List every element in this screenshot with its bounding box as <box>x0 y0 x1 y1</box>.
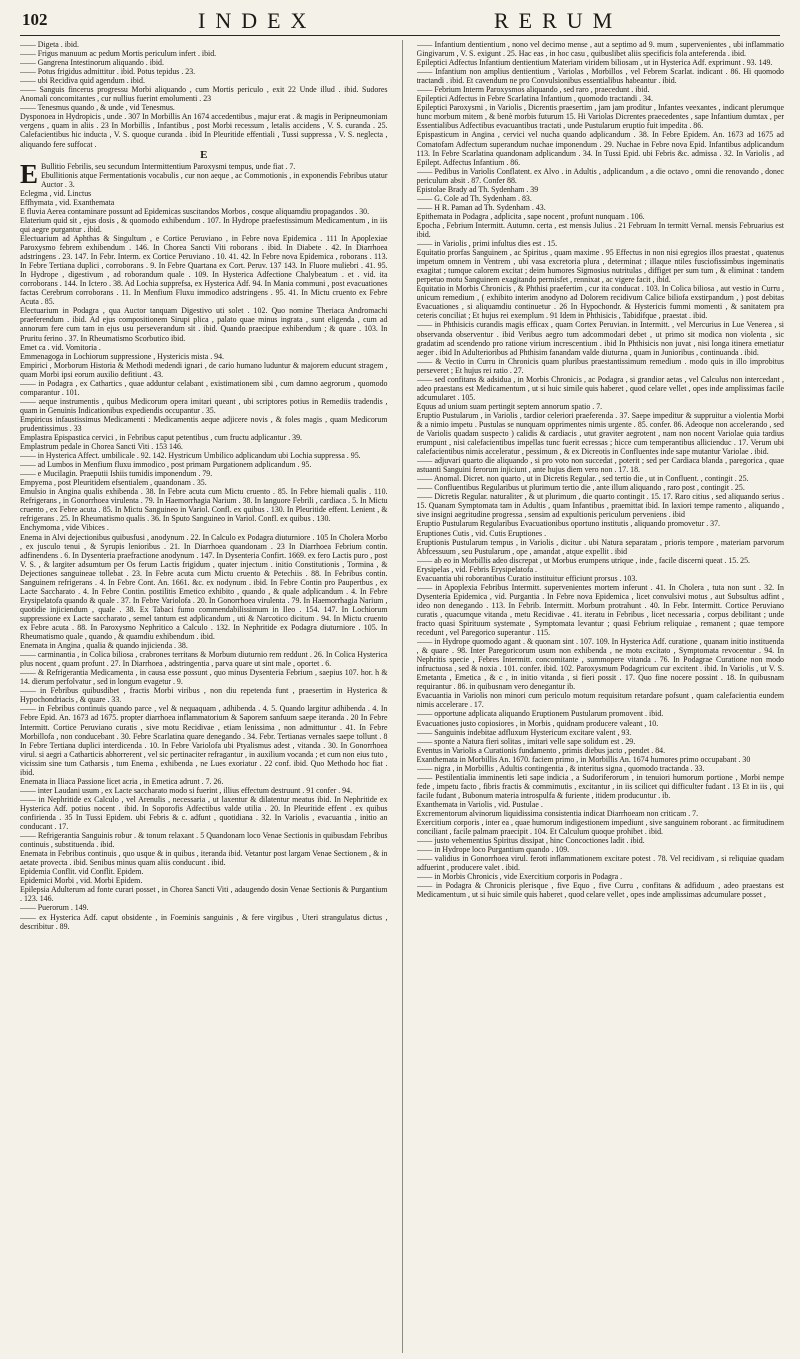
index-entry: —— inter Laudani usum , ex Lacte saccharato modo si fuerint , illius effectum destruunt . 91 confer . 94. <box>20 785 353 795</box>
index-entry: —— Confluentibus Regularibus ut plurimum tertio die , ante illum aliquando , raro post , contingit . 25. <box>416 483 745 493</box>
index-entry: —— in Phthisicis curandis magis efficax , quam Cortex Peruvian. in Intermitt. , vel Mercurius in Lue Venerea , si observanda observentur . ibid Veribus aegro tum adcommodari debet , ut primo sit modica non violenta , sic gradatim ad scendendo pro ratione virium increscentium . ibid In Phthisicis non juvat , nisi longa itinera emetiatur aeger . ibid In Adulterioribus ad Phthisim fanandam valde diuturna , quam in Junioribus , continuanda . ibid. <box>416 320 784 357</box>
page-header <box>20 8 780 34</box>
index-entry: Enemata in Febribus continuis , quo usque & in quibus , iteranda ibid. Vetantur post largam Venae Sectionem , & in aetate provecta . ibid. Senibus minus quam aliis conducunt . ibid. <box>20 849 388 868</box>
index-entry: Epileptici Adfectus Infantium dentientium Materiam viridem biliosam , ut in Hysterica Adf. exprimunt . 93. 149. <box>416 58 773 68</box>
index-entry: Electuarium in Podagra , qua Auctor tanquam Digestivo uti solet . 102. Quo nomine Theriaca Andromachi praeferendum . ibid. Ad ejus compositionem Sirupi plica , palato quae minus ingrata , sunt eligenda , cum ad annorum fere cum tam in ejus usu perseverandum sit . ibid. Quando praecipue exhibendum ; & quare . 103. In Pruritu ferino . 37. In Rheumatismo Scorbutico ibid. <box>20 306 388 343</box>
index-entry: Eventus in Variolis a Curationis fundamento , primis diebus jacto , pendet . 84. <box>416 745 666 755</box>
index-entry: Ebullitionis atque Fermentationis vocabulis , cur non aeque , ac Commotionis , in exponendis Febribus utatur Auctor . 3. <box>41 170 388 189</box>
index-entry: —— in Febribus quibusdibet , fractis Morbi viribus , non diu repetenda funt , praesertim in Hysterica & Hypochondriacis , & quare . 33. <box>20 686 388 705</box>
index-entry: Enemata in Angina , qualia & quando injicienda . 38. <box>20 641 188 651</box>
index-entry: —— in Hysterica Affect. umbilicale . 92. 142. Hystricum Umbilico adplicandum ubi Lochia suppressa . 95. <box>20 451 361 461</box>
index-entry: —— Anomal. Dicret. non quarto , ut in Dicretis Regular. , sed tertio die , ut in Confluent. , contingit . 25. <box>416 474 749 484</box>
index-entry: Emet ca . vid. Vomitoria . <box>20 342 101 352</box>
index-entry: —— sponte a Natura fieri solitas , imitari velle sape solidum est . 29. <box>416 736 636 746</box>
index-entry: Equus ad unium suam pertingit septem annorum spatio . 7. <box>416 401 603 411</box>
index-entry: Eclegma , vid. Linctus <box>20 188 92 198</box>
index-entry: Effhymata , vid. Exanthemata <box>20 197 115 207</box>
index-entry: —— ab eo in Morbillis adeo discrepat , ut Morbus erumpens utrique , inde , facile discerni queat . 15. 25. <box>416 555 751 565</box>
index-entry: —— e Mucilagin. Praeputii Ishiis tumidis imponendum . 79. <box>20 469 213 479</box>
index-entry: Elaterium quid sit , ejus dosis , & quomodo exhibendum . 107. In Hydrope praefestissimum Medicamentum , in iis qui aegre purgantur . ibid. <box>20 215 388 234</box>
index-entry: Epithemata in Podagra , adplicita , sape nocent , profunt nunquam . 106. <box>416 211 645 221</box>
index-entry: —— in Hydrope loco Purgantium quando . 109. <box>416 845 570 855</box>
index-entry: Empyema , post Pleuritidem efsentialem , quandonam . 35. <box>20 478 207 488</box>
index-entry: Eruptiones Cutis , vid. Cutis Eruptiones . <box>416 528 547 538</box>
index-entry: —— in Febribus continuis quando parce , vel & nequaquam , adhibenda . 4. 5. Quando largitur adhibenda . 4. In Febre Epid. An. 1673 ad 1675. propter diarrhoea inflammatorium & Saporem sanfuum saepe iteranda . 20 In Febre Intermitt. Cortice Peruviano curatis , sive motu Recidivae , etiam lenissima , non admittuntur . 41. In Febre Morbillofa , non conducebant . 30. Febre Scarlatina quare denegando . 34. Febr. Tertianas vernales saepe tollunt . 8 In Febre Tertiana duplici interdicenda . 10. In Febre Variolofa ubi Ptyalismus adest , vitanda . 30. In Gonorrhoea virul. si aegri a Catharticis abhorrerent , vel sic pertinaciter refragantur , in auxilium vocanda ; et cum non eius tuto , vicissim sine tum Catharsis , tum Enema , exhibenda , ne Lues exoriatur . 22 conf. ibid. Quo Methodo hoc fiat . ibid. <box>20 704 388 777</box>
index-entry: Exanthemata in Morbillis An. 1670. faciem primo , in Morbillis An. 1674 humores primo occupabant . 30 <box>416 754 751 764</box>
index-entry: —— in Podagra & Chronicis plerisque , five Equo , five Curru , confitans & adfiduum , adeo praestans est Medicamentum , ut si huic simile quis haberet , quod celare vellet , opes inde amplissimas adcumulare posset , <box>416 881 784 900</box>
index-entry: E fluvia Aerea contaminare possunt ad Epidemicas suscitandos Morbos , cosque aliquamdiu propagandos . 30. <box>20 206 370 216</box>
index-entry: —— adjuvari quarto die aliquando , si pro voto non succedat , poterit ; sed per Cardiaca blanda , paregorica , quae astuanti Sanguini ferorum injiciunt , ante hujus diem vero non . 17. 18. <box>416 456 784 475</box>
index-entry: Equitatio in Morbis Chronicis , & Phthisi praefertim , cur ita conducat . 103. In Colica biliosa , aut vestio in Curru , unicum remedium , ( exhibito interim anodyno ad Dolorem recidivum Calice biliofa exstirpandum , ) post debitas Evacuationes , si aliquamdiu continuetur . 26 In Hypochondr. & Hystericis fummi momenti , & sanitatem pra ceteris conciliat ; Et hujus rei exemplum . 91 Idem in Phthisicis , Tabidifque , praestat . ibid. <box>416 284 784 321</box>
index-entry: Evacuantia ubi roborantibus Curatio instituitur efficiunt prorsus . 103. <box>416 573 638 583</box>
running-title-right: RERUM <box>494 8 623 33</box>
index-entry: Empiricus infaustissimus Medicamenti : Medicamentis aeque adjicere novis , & foles magis , quam Medicorum prudentissimus . 33 <box>20 414 388 433</box>
index-entry: Epistolae Brady ad Th. Sydenham . 39 <box>416 184 539 194</box>
index-entry: Exanthemata in Variolis , vid. Pustulae . <box>416 799 543 809</box>
index-entry: —— ex Hysterica Adf. caput obsidente , in Foeminis sanguinis , & fere virgibus , Uteri strangulatus dictus , describitur . 89. <box>20 912 388 931</box>
index-entry: —— & Vectio in Curru in Chronicis quam pluribus praestantissimum remedium . modo quis in illo improbitus perseveret ; Et hujus rei ratio . 27. <box>416 356 784 375</box>
index-entry: —— opportune adplicata aliquando Eruptionem Pustularum promovent . ibid. <box>416 709 664 719</box>
index-entry: —— Frigus manuum ac pedum Mortis periculum infert . ibid. <box>20 49 217 59</box>
index-entry: —— in Apoplexia Febribus Intermitt. supervenientes mortem inferunt . 41. In Cholera , tuta non sunt . 32. In Dysenteria Epidemica , vid. Purgantia . In Febre nova Epidemica , licet convulsivi motus , aut Subsultus adfint , ideo non denegando . 113. In Febrib. Intermitt. Morbum protrahunt . 40. In Febr. Intermitt. Cortice Peruviano curatis , quacumque vitanda , metu Recidivae . 41. iteratu in Febribus , licet necessaria , corpus debilitant ; unde fracto quasi Spirituum systemate , Symptomata levantur ; quasi Febrium reliquiae , remanent ; quae tempore recedunt , vel Paregorico superantur . 115. <box>416 582 784 638</box>
index-column-right <box>417 40 785 1353</box>
index-entry: —— Sanguis fincerus progressu Morbi aliquando , cum Mortis periculo , exit 22 Unde illud . ibid. Sudores Anomali concomitantes , cur nullius fuerint emolumenti . 23 <box>20 85 388 104</box>
index-entry: —— in Hydrope quomodo agant . & quonam sint . 107. 109. In Hysterica Adf. curatione , quanam initio instituenda , & quare . 98. Inter Paregoricorum usum non exhibenda , ne motu excitato , Symptomata revocentur . 94. In Nephritis specie , Febres Intermitt. concomitante , summopere vitanda . 76. In Podagrae Curatione non modo infructuosa , sed & noxia . 101. confer. ibid. 102. Paroxysmum Podagricum cur excitent . ibid. In Variolis , ut V. S. Emetanta , Emetica , & c , in initio vitanda , si fieri possit . 17. Quo fine nocere possint . 18. In quibusnam requirantur . 86. in quibusnam vero denegantur ib. <box>416 637 784 692</box>
index-entry: —— Dicretis Regular. naturaliter , & ut plurimum , die quarto contingit . 15. 17. Raro citius , sed aliquando serius . 15. Quanam Symptomata tam in Adultis , quam Infantibus , praemittat ibid. In laxiori tempe ramento , aliquando , sive insigni aegritudine progressa , sensim ad expultionis periculum perveniens . ibid <box>416 492 784 520</box>
index-entry: Eruptio Pustularum Regularibus Evacuationibus oportuno institutis , aliquando promovetur . 37. <box>416 519 721 529</box>
column-divider <box>402 40 403 1353</box>
index-entry: —— in Podagra , ex Cathartics , quae adduntur celabant , existimationem sibi , cum damno aegrorum , quomodo comparantur . 101. <box>20 378 388 397</box>
index-entry: —— in Nephritide ex Calculo , vel Arenulis , necessaria , ut laxentur & dilatentur meatus ibid. In Nephritide ex Hysterica Adf. potius nocent . ibid. In Soporofis Adfectibus valde utilia . 20. In Pleuritide effent . ex quibus confirienda . 35 In Tussi Epidem. ubi Febris & c. adfunt , quotidiana . 32. In Variolis , evacuantia , initio an conducant . 17. <box>20 794 388 832</box>
header-rule <box>20 35 780 36</box>
index-entry: Eruptionis Pustularum tempus , in Variolis , dicitur . ubi Natura separatam , prioris tempore , materiam parvorum Abfcessuum , seu Pustularum , ope , amandat , atque expellit . ibid <box>416 537 784 556</box>
index-entry: Emplastra Epispastica cervici , in Febribus caput petentibus , cum fructu adplicantur . 39. <box>20 433 303 443</box>
index-entry: Evacuantia in Variolis non minori cum periculo motum requisitum retardare pofsunt , quam calefacientia eundem nimis accelerare . 17. <box>416 691 784 710</box>
index-entry: —— & Refrigerantia Medicamenta , in causa esse possunt , quo minus Dysenteria Febrium , saepius 107. hor. h & 14. dierum perfolvatur , sed in longum evagetur . 9. <box>20 668 388 687</box>
index-entry: Excrementorum alvinorum liquidissima consistentia indicat Diarrhoeam non criticam . 7. <box>416 808 699 818</box>
index-entry: —— Digeta . ibid. <box>20 40 79 49</box>
index-entry: Epileptici Paroxysmi , in Variolis , Dicrentis praesertim , jam jam proditur , Infantes veexantes , indicant plerumque hunc morbum mitem , & benè morbis futurum 15. Hi Variolas Dicrentes praecedentes , sape Infantium dumtax , per Essentialibus Adfectibus evacuantibus tractati , unde Pustularum eruptio fuit impedita . 86. <box>416 103 784 131</box>
letter-heading: E <box>200 148 208 161</box>
index-entry: Equitatio prorfas Sanguinem , ac Spiritus , quam maxime . 95 Effectus in non nisi egregios illos praestat , quatenus impetum omnem in Ventrem , ubi vasa excretoria plura , determinat ; illaque ntiles fusciofissimbus ingeminatis exagitat ; tumque calorem excitat ; deim humores Sigmosius nutritulas , diffiget per sum tum , & eliminat : tandem perpetuo motu Sanguinem exagitando permisfet , rennixat , ac vigere facit , ibid. <box>416 248 784 285</box>
index-entry: Emmenagoga in Lochiorum suppressione , Hystericis mista . 94. <box>20 351 225 361</box>
drop-cap: E <box>20 158 39 189</box>
index-entry: —— G. Cole ad Th. Sydenham . 83. <box>416 193 532 203</box>
index-entry: —— aeque instrumentis , quibus Medicorum opera imitari queant , ubi scriptores potius in Remediis tradendis , quam in Genuinis Indicationibus expediendis occupantur . 35. <box>20 396 388 415</box>
index-entry: Epilepsia Adulterum ad fonte curari posset , in Chorea Sancti Viti , adaugendo dosin Venae Sectionis & Purgantium . 123. 146. <box>20 885 388 904</box>
index-entry: Epocha , Febrium Intermitt. Autumn. certa , est mensis Julius . 21 Februam In termitt Vernal. mensis Februarius est ibid. <box>416 220 784 239</box>
index-entry: Exercitium corporis , inter ea , quae humorum indigestionem impediunt , sive sanguinem roborant . ac firmitudinem conciliant , facile palmam praecipit . 104. Et Calculum quoque prohibet . ibid. <box>416 818 784 837</box>
index-entry: —— justo vehementius Spiritus dissipat , hinc Concoctiones ladit . ibid. <box>416 836 645 846</box>
index-entry: —— carminantia , in Colica biliosa , crabrones territans & Morbum diuturnio rem reddunt . 26. In Colica Hysterica plus nocent , quam profunt . 27. In Diarrhoea , adstringentia , parva quare ut sint male , oportet . 6. <box>20 650 388 669</box>
index-entry: —— Infantium non amplius dentientium , Variolas , Morbillos , vel Febrem Scarlat. indicant . 86. Hi quomodo tractandi . ibid. Et cavendum ne pro Convulsionibus essentialibus habeantur . ibid. <box>416 67 784 86</box>
index-entry: Epileptici Adfectus in Febre Scarlatina Infantium , quomodo tractandi . 34. <box>416 94 653 104</box>
index-entry: —— Sanguinis indebitae adfluxum Hystericum excitare valent , 93. <box>416 727 632 737</box>
index-entry: Epidemia Conflit. vid Conflit. Epidem. <box>20 867 144 877</box>
index-entry: —— ad Lumbos in Menfium fluxu immodico , post primam Purgationem adplicandum . 95. <box>20 460 312 470</box>
index-entry: —— Puerorum . 149. <box>20 903 89 913</box>
index-entry: —— ubi Recidiva quid agendum . ibid. <box>20 76 145 86</box>
index-entry: —— in Morbis Chronicis , vide Exercitium corporis in Podagra . <box>416 872 623 882</box>
index-entry: Dysponoea in Hydropicis , unde . 307 In Morbillis An 1674 accedentibus , majur erat . & magis in Peripneumoniam vergens , quam in aliis . 23 In Morbillis , Infantibus , post Morbi recessum , letalis accidens , V. S. curanda . 25. Calefacientibus hic inducta , V. S. quoque curanda . ibid In Pleuritide effentiali , Tussi suppressa , V. S. neglecta , aliquando fere suffocat . <box>20 112 388 149</box>
index-entry: —— Pestilentialia imminentis leti sape indicia , a Sudoriferorum , in tenuiori humorum portione , Morbi nempe fede , impetu facto , fibris fractis & commimutis , excitantur , in iis scilicet qui difficulter fudant . 13 Et in iis , qui facile fudant , Bubonum materia introspulfa & furiente , itidem producuntur . ib. <box>416 772 784 800</box>
index-entry: Eruptio Pustularum , in Variolis , tardior celeriori praeferenda . 37. Saepe impeditur & suppruitur a violentia Morbi & a nimio impetu . Pustulas se nunquam opprimentes nimis urgente . 85. confer. 86. Adeoque non accelerando , sed de Variolis quadam suspecto ) calidis & cardiacis , utut graviter aegrotent , nam non nocent Variolae quia tardius erumpunt , nisi calefacientibus impellas tunc fuerit ecressas ; hicce cum temperantibus allicienduc . 17. Verum ubi calefacientibus nimis acceleratur , pessimum , & ex Dicreotis in Confluentes inde sape mutantur Variolae . ibid. <box>416 410 784 457</box>
index-entry: Enema in Alvi dejectionibus quibusfusi , anodynum . 22. In Calculo ex Podagra diuturniore . 105 In Cholera Morbo , ex jusculo tenui , & Syrupis lenioribus . 21. In Diarrhoea quandonam . 23 In Diarrhoea Febrium contin. adfinendens . 6. In Dysenteria praefractione anodynum . 147. In Dysenteria Confirt. 1669. ex fero Lactis puro , post V. S. , & largiter adsumtum per Os ferum Lactis frigidum , quater injectum . initio Constitutionis , Tormina , & Dejectiones sanguineae tollebat . 23. In Febre acuta cum Mictu cruento & Petechiis . 88. In Febribus contin. Sanguinem refrigerans . 4. In Febre Cont. An. 1661. &c. ex nodynum . ibid. In Febre Contin pro Paupertbus , ex Lacte Saccharato . 4. In Febre Contin. postilitis Emetico exhibito , quando , & quale adplicandum . 4. In Febre Erysipelatofa quando & quale . 37. In Febre Variolofa . 20. In Gonorrhoea virulenta . 79. In Haemorrhagia Narium , quotidie injiciendum , quale . 38. Ex Tabaci fumo commendabilissimum in Ileo . 154. 147. In Lochiorum suppressione ex Lacte saccharato , semel tantum est adplicandum , uti & Narcotico dicitum . 94. In Mictu cruento ex Febre acuta . 88. In Paroxysmo Nephritico a Calculo . 132. In Nephritide ex Podagra diuturniore . 105. In Rheumatismo quale , quando , & quamdiu exhibendum . ibid. <box>20 532 388 642</box>
index-entry: —— Refrigerantia Sanguinis robur . & tonum relaxant . 5 Quandonam loco Venae Sectionis in quibusdam Febribus continuis , substituenda . ibid. <box>20 831 388 850</box>
index-entry: —— nigra , in Morbillis , Adultis contingentia , & interitus signa , quomodo tractanda . 33. <box>416 763 705 773</box>
index-columns <box>20 40 784 1353</box>
page-number: 102 <box>22 10 48 29</box>
index-entry: —— Pedibus in Variolis Conflatent. ex Alvo . in Adultis , adplicandum , a die octavo , omni die renovando , donec periculum absit . 87. Confer 88. <box>416 166 784 185</box>
index-entry: —— Infantium dentientium , nono vel decimo mense , aut a septimo ad 9. mum , supervenientes , ubi inflammatio Gingivarum , V. S. exigunt . 25. Hac eas , in hoc casu , quibuslibet aliis specificis fola anteferenda . ibid. <box>416 40 784 59</box>
index-entry: Epidemici Morbi , vid. Morbi Epidem. <box>20 876 143 886</box>
index-entry: Enchymoma , vide Vibices . <box>20 523 109 533</box>
entry-text: Bullitio Febrilis, seu secundum Intermittentium Paroxysmi tempus, unde fiat . 7. <box>41 161 296 171</box>
index-entry: —— Febrium Interm Paroxysmos aliquando , sed raro , praecedunt . ibid. <box>416 85 650 95</box>
index-entry: —— in Variolis , primi infultus dies est . 15. <box>416 239 558 249</box>
index-entry: Emplastrum pedale in Chorea Sancti Viti . 153 146. <box>20 442 183 452</box>
index-entry: Epispasticum in Angina , cervici vel nucha quando adplicandum . 38. In Febre Epidem. An. 1673 ad 1675 ad Comatofam Adfectum superandum nuchae imponendum . 29. Nuchae in Febre nova Epid. Infantibus adplicandum 113. In Febre Scarlatina quandonam adplicandum . 34. In Tussi Epid. ubi Febris &c. admissa . 32. In Variolis , ad Epilept. Adfectus Infantium . 86. <box>416 130 784 167</box>
index-entry: —— Potus frigidus admittitur . ibid. Potus tepidus . 23. <box>20 67 196 77</box>
index-entry: —— Tenesmus quando , & unde , vid Tenesmus. <box>20 103 175 113</box>
index-entry: —— validius in Gonorrhoea virul. feroti inflammationem excitare potest . 78. Vel recidivam , si reliquiae quadam adfuerint , producere valet . ibid. <box>416 854 784 873</box>
index-column-left <box>20 40 388 1353</box>
index-entry: Enemata in Iliaca Passione licet acria , in Emetica adrunt . 7. 26. <box>20 776 224 786</box>
index-entry: —— Gangrena Intestinorum aliquando . ibid. <box>20 58 164 68</box>
index-entry: —— sed confitans & adsidua , in Morbis Chronicis , ac Podagra , si grandior aetas , vel Calculus non intercedant , adeo praestans est Medicamentum , ut si huic simile quis haberet , quod celare vellet , opes inde amplissimas facile adcumularet . 105. <box>416 374 784 402</box>
index-entry: —— H R. Paman ad Th. Sydenham . 43. <box>416 202 546 212</box>
index-entry: Evacuationes justo copiosiores , in Morbis , quidnam producere valeant , 10. <box>416 718 659 728</box>
running-title-left: INDEX <box>198 8 317 33</box>
index-entry: Emulsio in Angina qualis exhibenda . 38. In Febre acuta cum Mictu cruento . 85. In Febre hiemali qualis . 110. Refrigerans , in Gonorrhoea virulenta . 79. In Haemorrhagia Narium . 38. In languore Febrili , cardiaca . 5. In Mictu cruento , ex Febre acuta . 85. In Mictu Sanguineo in Variol. Confl. ex quibus . 130. In Pleuritide effent. Lenient , & refrigerans . 25. In Rheumatismo qualis . 36. In Sputo Sanguineo in Variol. Confl. ex quibus . 130. <box>20 487 388 524</box>
index-entry: Empirici , Morborum Historia & Methodi medendi ignari , de cario humano luduntur & majorem educunt stragem , quam Morbi ipsi eorum auxilio defitiunt . 43. <box>20 360 388 379</box>
index-entry: Electuarium ad Aphthas & Singultum , e Cortice Peruviano , in Febre nova Epidemica . 111 In Apoplexiae Paroxysmo febrem exhibendum . 146. In Chorea Sancti Viti roborans . ibid. In Diabete . 42. In Diarrhoea adstringens . 23. 147. In Febr. Interm. ex Cortice Peruviano . 10. 41. 42. In Febre nova Epidemica , roborans . 113. In Febre Tertiana duplici , corroborans . 9. In Febre Quartana ex Cort. Peruv. 137 143. In Fluore muliebri . 41. 95. In Hydrope , digestivum , ad roborandum quale . 109. In Hysterica Adfectione Chalybeatum . et . vid. ita corroborans . 144. In Ictero . 38. Ad Lochia supprefsa, ex Hysterica Adf. 94. In Mania communi , post evacuationes factas Cerebrum corroborans . 11. In Menfium Fluxu immodico adstringens . 95. 41. In Mictu cruento ex Febre Acuta . 85. <box>20 233 388 307</box>
index-entry: Erysipelas , vid. Febris Erysipelatofa . <box>416 564 538 574</box>
